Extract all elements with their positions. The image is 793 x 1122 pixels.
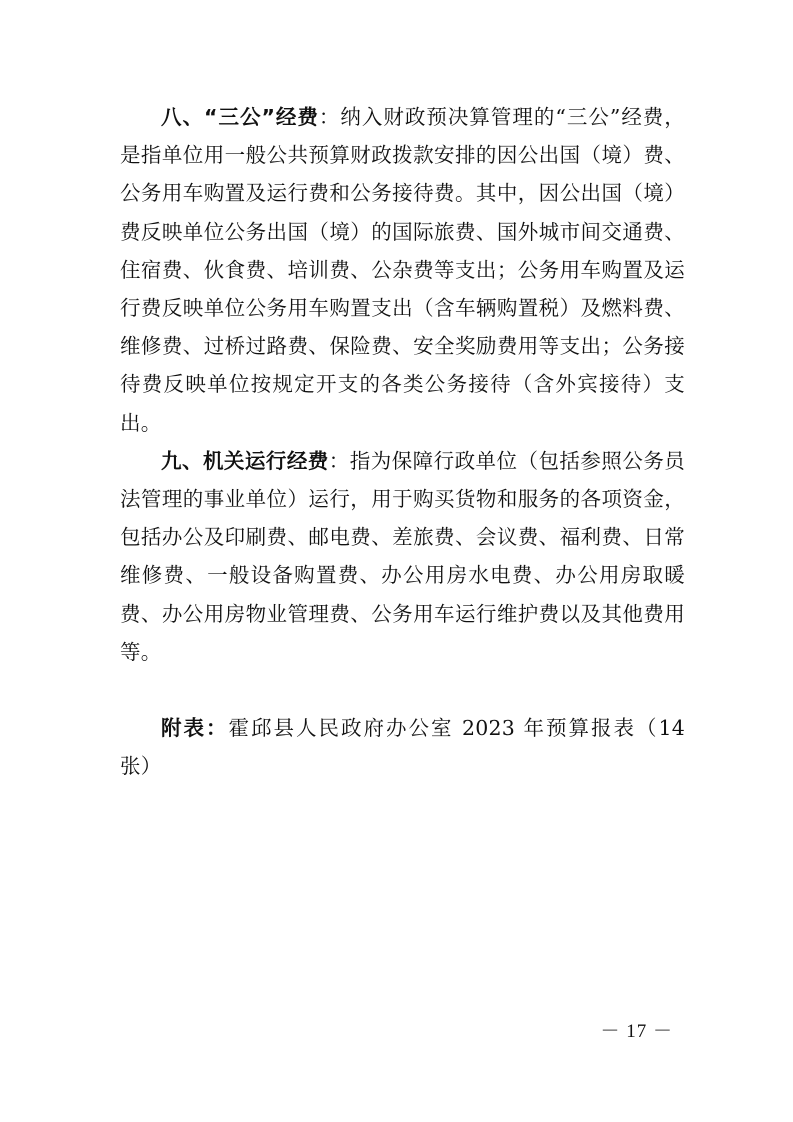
appendix-label: 附表：	[161, 716, 229, 741]
page-number: － 17 －	[600, 1021, 673, 1042]
appendix-note	[120, 709, 685, 785]
section-text: ：纳入财政预决算管理的“三公”经费，是指单位用一般公共预算财政拨款安排的因公出国（境）费、公务用车购置及运行费和公务接待费。其中，因公出国（境）费反映单位公务出国（境）的国际旅费、国外城市间交通费、住宿费、伙食费、培训费、公杂费等支出；公务用车购置及运行费反映单位公务用车购置支出（含车辆购置税）及燃料费、维修费、过桥过路费、保险费、安全奖励费用等支出；公务接待费反映单位按规定开支的各类公务接待（含外宾接待）支出。	[120, 105, 686, 435]
document-body	[120, 98, 685, 785]
section-term: 八、“三公”经费	[161, 105, 319, 129]
section-text: ：指为保障行政单位（包括参照公务员法管理的事业单位）运行，用于购买货物和服务的各项资金，包括办公及印刷费、邮电费、差旅费、会议费、福利费、日常维修费、一般设备购置费、办公用房水电费、办公用房取暖费、办公用房物业管理费、公务用车运行维护费以及其他费用等。	[120, 448, 685, 664]
section-term: 九、机关运行经费	[161, 448, 329, 473]
section-san-gong-expenses	[120, 98, 685, 442]
appendix-text: 霍邱县人民政府办公室 2023 年预算报表（14 张）	[120, 716, 685, 779]
section-office-operating-expenses	[120, 442, 685, 671]
